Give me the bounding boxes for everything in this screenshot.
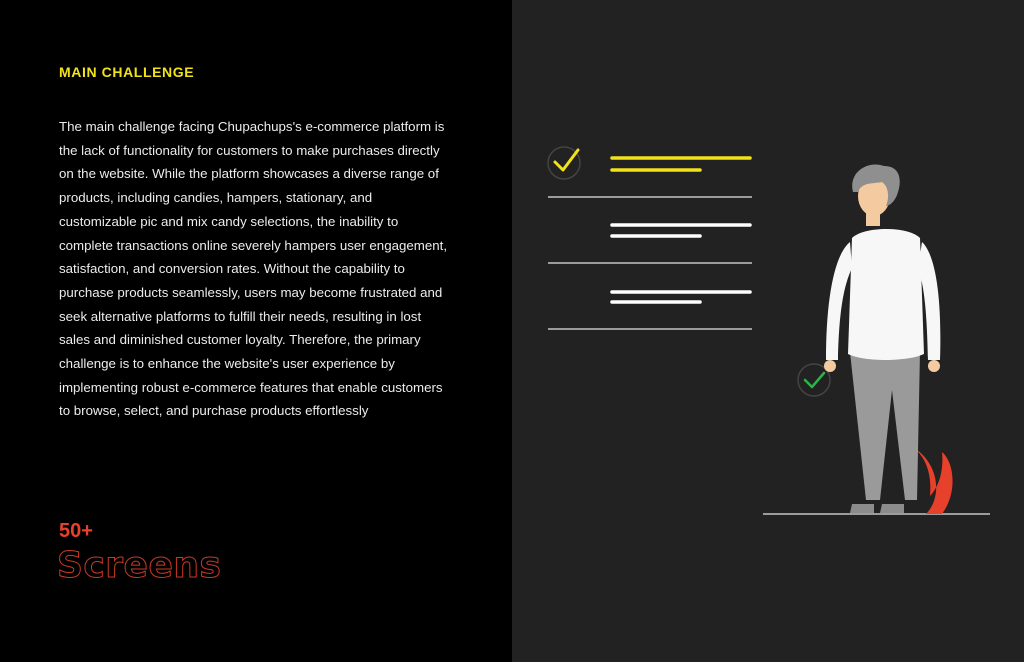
checklist-illustration <box>512 0 1024 662</box>
person-standing-illustration <box>824 164 940 513</box>
checklist-item-3 <box>548 292 752 329</box>
red-leaf-plant-icon <box>914 448 953 514</box>
check-yellow-icon <box>548 147 580 179</box>
stat-label: Screens <box>57 545 222 586</box>
illustration-panel <box>512 0 1024 662</box>
checklist <box>548 147 752 329</box>
challenge-description: The main challenge facing Chupachups's e-commerce platform is the lack of functionality for customers to make purchases directly on the website. While the platform showcases a diverse range of products, including candies, hampers, stationary, and customizable pic and mix candy selections, the inability to complete transactions online severely hampers user engagement, satisfaction, and conversion rates. Without the capability to purchase products seamlessly, users may become frustrated and seek alternative platforms to fulfill their needs, resulting in lost sales and diminished customer loyalty. Therefore, the primary challenge is to enhance the website's user experience by implementing robust e-commerce features that enable customers to browse, select, and purchase products effortlessly <box>59 119 448 419</box>
checklist-item-1 <box>548 147 752 197</box>
section-heading: MAIN CHALLENGE <box>59 64 195 80</box>
checklist-item-2 <box>548 225 752 263</box>
stat-number: 50+ <box>59 520 93 542</box>
